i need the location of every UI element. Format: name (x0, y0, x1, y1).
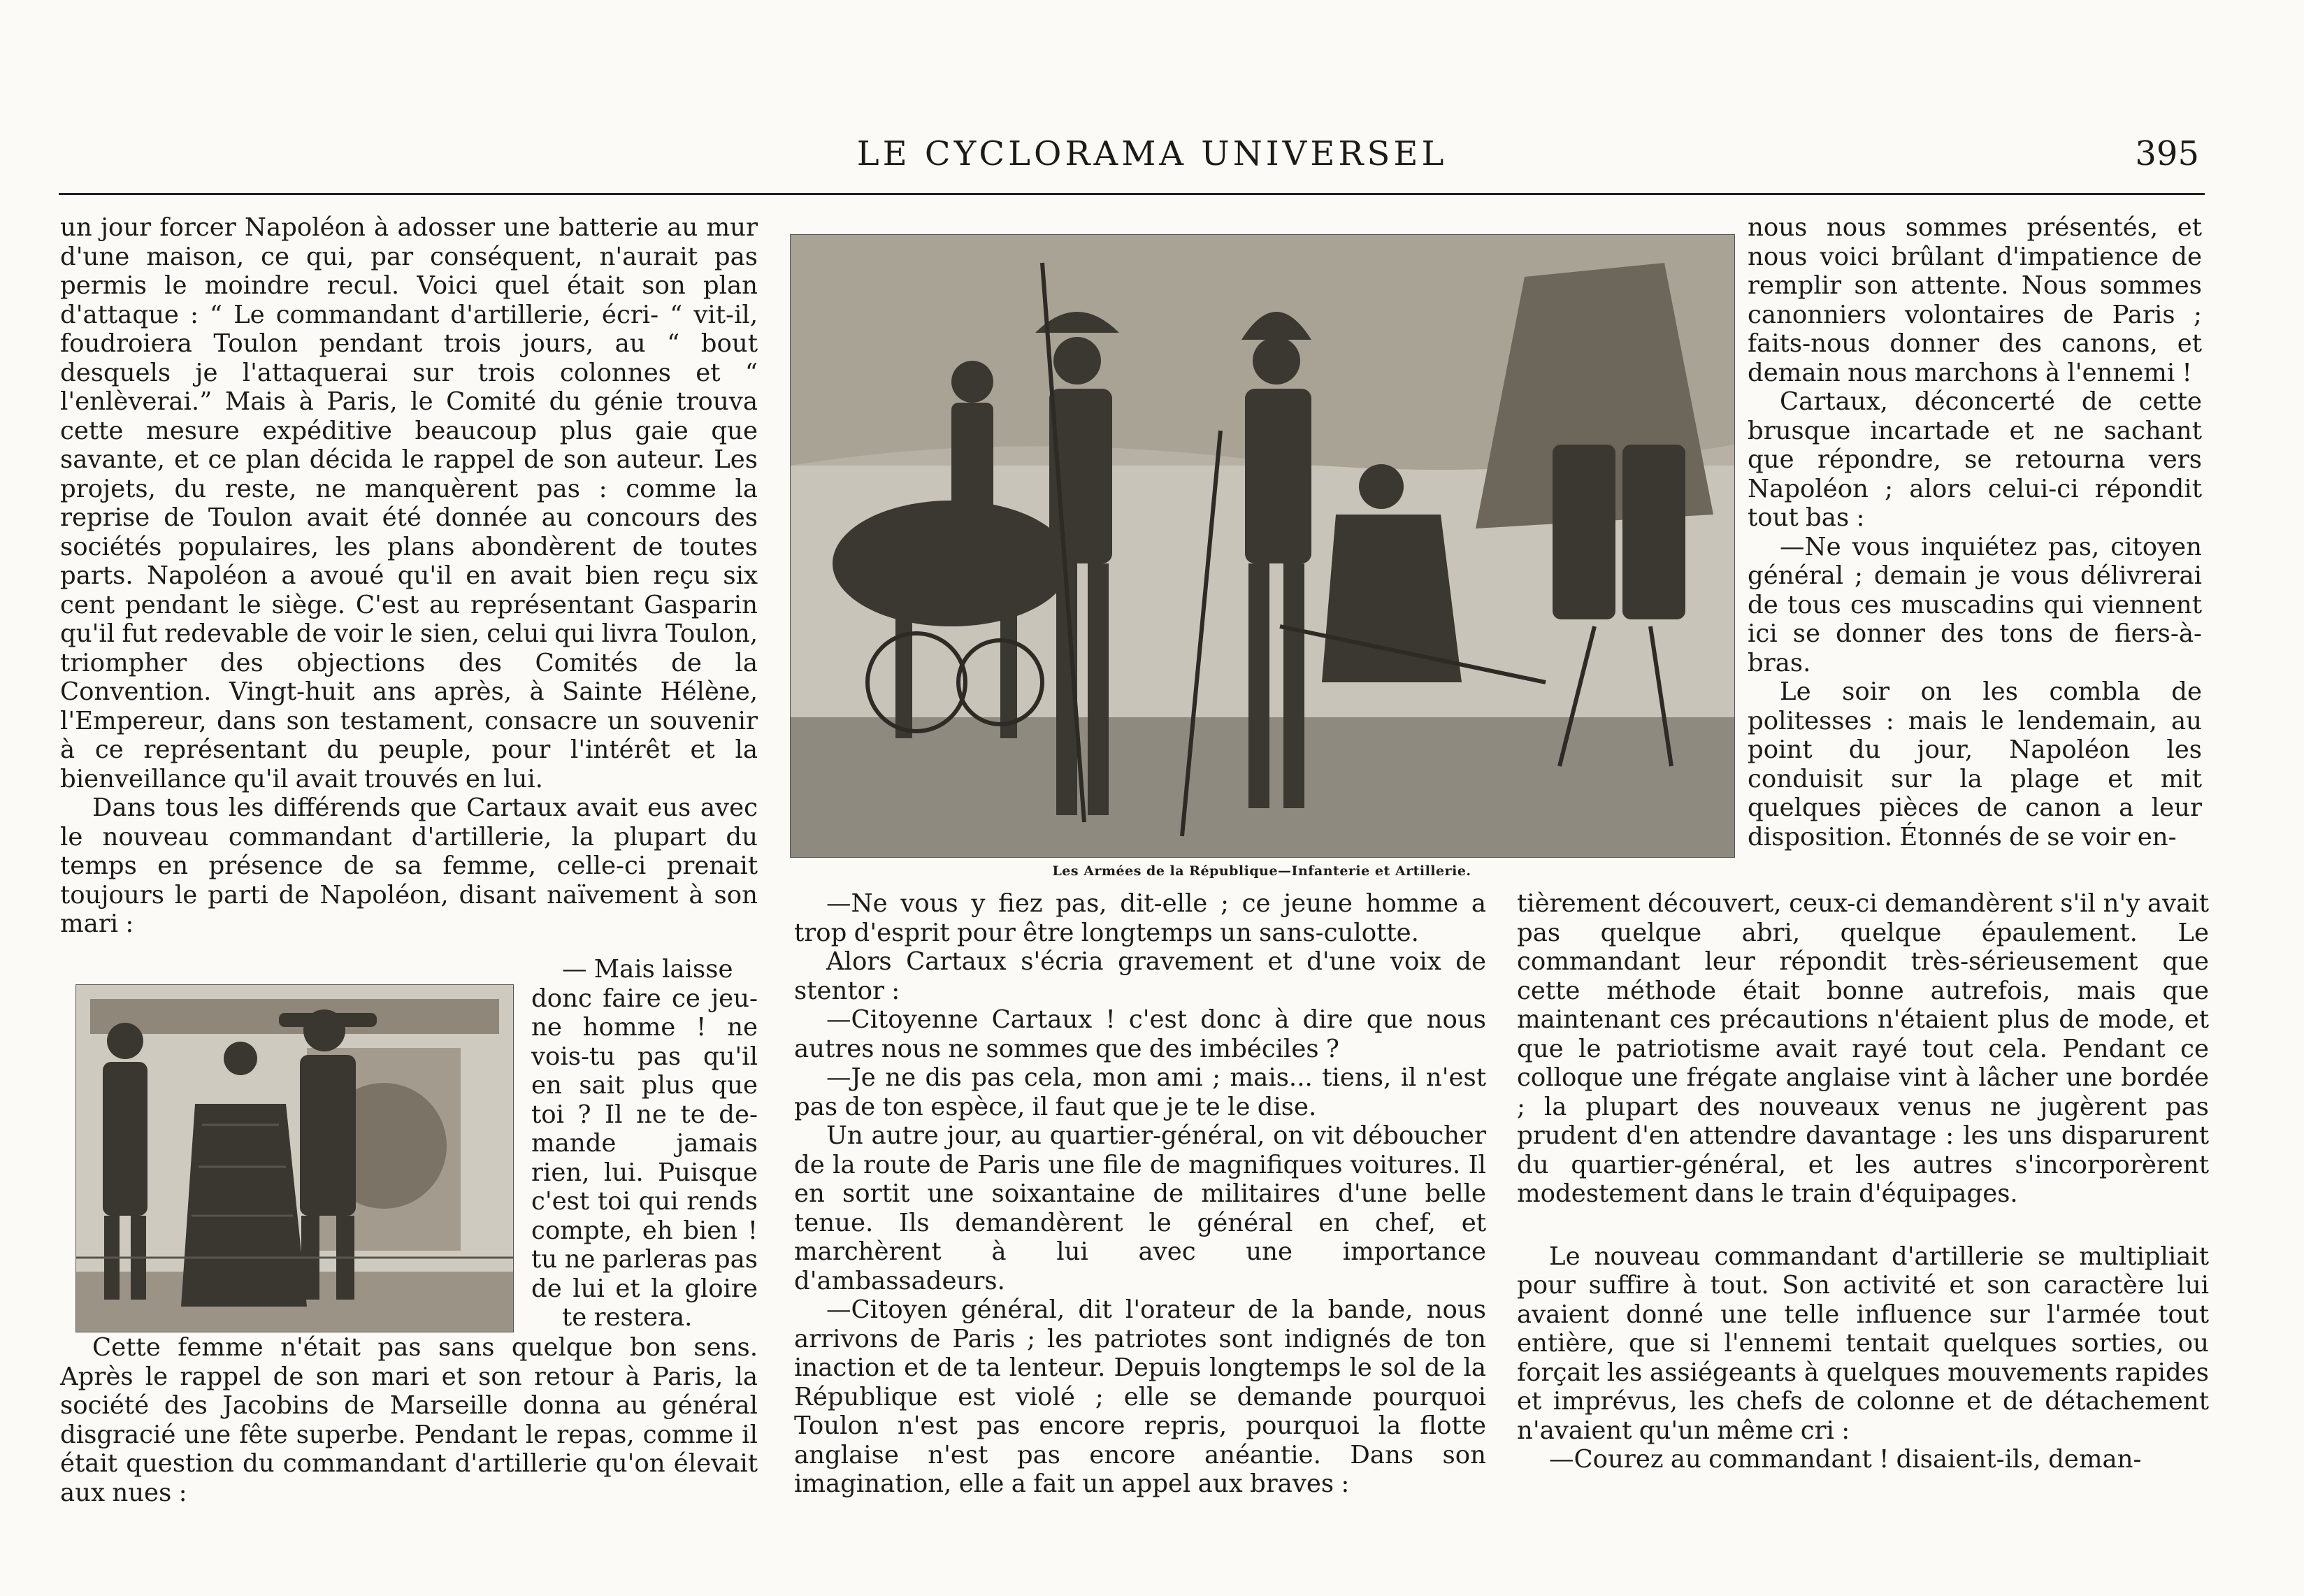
paragraph: Le nouveau commandant d'artillerie se multipliait pour suffire à tout. Son activité et son caractère lui avaient donné une telle influence sur l'armée tout entière, que si l'ennemi tentait quelques sorties, ou forçait les assiégeants à quelques mouvements rapides et imprévus, les chefs de colonne et de détachement n'avaient qu'un même cri : (1517, 1242, 2209, 1445)
quote-line: donc faire ce jeu- (531, 984, 758, 1013)
column-1-bottom (60, 1333, 758, 1507)
paragraph: un jour forcer Napoléon à adosser une batterie au mur d'une maison, ce qui, par conséquent, n'aurait pas permis le moindre recul. Voici quel était son plan d'attaque : “ Le commandant d'artillerie, écri- “ vit-il, foudroiera Toulon pendant trois jours, au “ bout desquels je l'attaquerai sur trois colonnes et “ l'enlèverai.” Mais à Paris, le Comité du génie trouva cette mesure expéditive beaucoup plus gaie que savante, et ce plan décida le rappel de son auteur. Les projets, du reste, ne manquèrent pas : comme la reprise de Toulon avait été donnée au concours des sociétés populaires, les plans abondèrent de toutes parts. Napoléon a avoué qu'il en avait bien reçu six cent pendant le siège. C'est au représentant Gasparin qu'il fut redevable de voir le sien, celui qui livra Toulon, triompher des objections des Comités de la Convention. Vingt-huit ans après, à Sainte Hélène, l'Empereur, dans son testament, consacre un souvenir à ce représentant du peuple, pour l'intérêt et la bienveillance qu'il avait trouvés en lui. (60, 213, 758, 793)
column-3 (1748, 213, 2202, 851)
paragraph: Dans tous les différends que Cartaux avait eus avec le nouveau commandant d'artillerie, la plupart du temps en présence de sa femme, celle-ci prenait toujours le parti de Napoléon, disant naïvement à son mari : (60, 793, 758, 938)
paragraph: Le soir on les combla de politesses : mais le lendemain, au point du jour, Napoléon les conduisit sur la plage et mit quelques pièces de canon a leur disposition. Étonnés de se voir en- (1748, 677, 2202, 851)
paragraph: tièrement découvert, ceux-ci demandèrent s'il n'y avait pas quelque abri, quelque épaulement. Le commandant leur répondit très-sérieusement que cette méthode était bonne autrefois, mais que maintenant ces précautions n'étaient plus de mode, et que le patriotisme avait rayé tout cela. Pendant ce colloque une frégate anglaise vint à lâcher une bordée ; la plupart des nouveaux venus ne jugèrent pas prudent d'en attendre davantage : les uns disparurent du quartier-général, et les autres s'incorporèrent modestement dans le train d'équipages. (1517, 889, 2209, 1208)
quote-line: vois-tu pas qu'il (531, 1042, 758, 1071)
paragraph: —Ne vous y fiez pas, dit-elle ; ce jeune homme a trop d'esprit pour être longtemps un sans-culotte. (794, 889, 1486, 947)
paragraph: Cette femme n'était pas sans quelque bon sens. Après le rappel de son mari et son retour à Paris, la société des Jacobins de Marseille donna au général disgracié une fête superbe. Pendant le repas, comme il était question du commandant d'artillerie qu'on élevait aux nues : (60, 1333, 758, 1507)
quote-block (531, 955, 758, 1332)
napoleon-scene-illustration (75, 984, 514, 1332)
quote-line: ne homme ! ne (531, 1013, 758, 1042)
paragraph: —Citoyenne Cartaux ! c'est donc à dire que nous autres nous ne sommes que des imbéciles ? (794, 1005, 1486, 1063)
paragraph: Cartaux, déconcerté de cette brusque incartade et ne sachant que répondre, se retourna vers Napoléon ; alors celui-ci répondit tout bas : (1748, 387, 2202, 532)
paragraph: —Je ne dis pas cela, mon ami ; mais... tiens, il n'est pas de ton espèce, il faut que je te le dise. (794, 1063, 1486, 1121)
quote-line: tu ne parleras pas (531, 1245, 758, 1274)
paragraph: Un autre jour, au quartier-général, on vit déboucher de la route de Paris une file de magnifiques voitures. Il en sortit une soixantaine de militaires d'une belle tenue. Ils demandèrent le général en chef, et marchèrent à lui avec une importance d'ambassadeurs. (794, 1121, 1486, 1295)
quote-line: rien, lui. Puisque (531, 1158, 758, 1187)
engraving-napoleon-cartaux-wife-icon (76, 985, 513, 1332)
engraving-soldiers-artillery-icon (791, 235, 1734, 857)
quote-line: te restera. (562, 1303, 693, 1332)
paragraph: nous nous sommes présentés, et nous voici brûlant d'impatience de remplir son attente. Nous sommes canonniers volontaires de Paris ; faits-nous donner des canons, et demain nous marchons à l'ennemi ! (1748, 213, 2202, 387)
quote-line: — Mais laisse (562, 955, 733, 984)
quote-line: compte, eh bien ! (531, 1216, 758, 1245)
page-number: 395 (2135, 134, 2199, 173)
column-2 (794, 889, 1486, 1499)
quote-line: c'est toi qui rends (531, 1187, 758, 1216)
column-4 (1517, 889, 2209, 1474)
quote-line: de lui et la gloire (531, 1274, 758, 1303)
running-head: LE CYCLORAMA UNIVERSEL (856, 134, 1448, 173)
quote-line: en sait plus que (531, 1071, 758, 1100)
header-rule (59, 193, 2205, 195)
paragraph: —Courez au commandant ! disaient-ils, deman- (1549, 1445, 2142, 1474)
paragraph: —Citoyen général, dit l'orateur de la bande, nous arrivons de Paris ; les patriotes sont indignés de ton inaction et de ta lenteur. Depuis longtemps le sol de la République est violé ; elle se demande pourquoi Toulon n'est pas encore repris, pourquoi la flotte anglaise n'est pas encore anéantie. Dans son imagination, elle a fait un appel aux braves : (794, 1295, 1486, 1498)
column-1-top (60, 213, 758, 939)
illustration-caption: Les Armées de la République—Infanterie et Artillerie. (1052, 863, 1471, 879)
paragraph: —Ne vous inquiétez pas, citoyen général ; demain je vous délivrerai de tous ces muscadins qui viennent ici se donner des tons de fiers-à-bras. (1748, 532, 2202, 677)
armies-illustration (790, 234, 1735, 858)
quote-line: toi ? Il ne te de- (531, 1100, 758, 1129)
quote-line: mande jamais (531, 1129, 758, 1158)
paragraph: Alors Cartaux s'écria gravement et d'une voix de stentor : (794, 947, 1486, 1005)
